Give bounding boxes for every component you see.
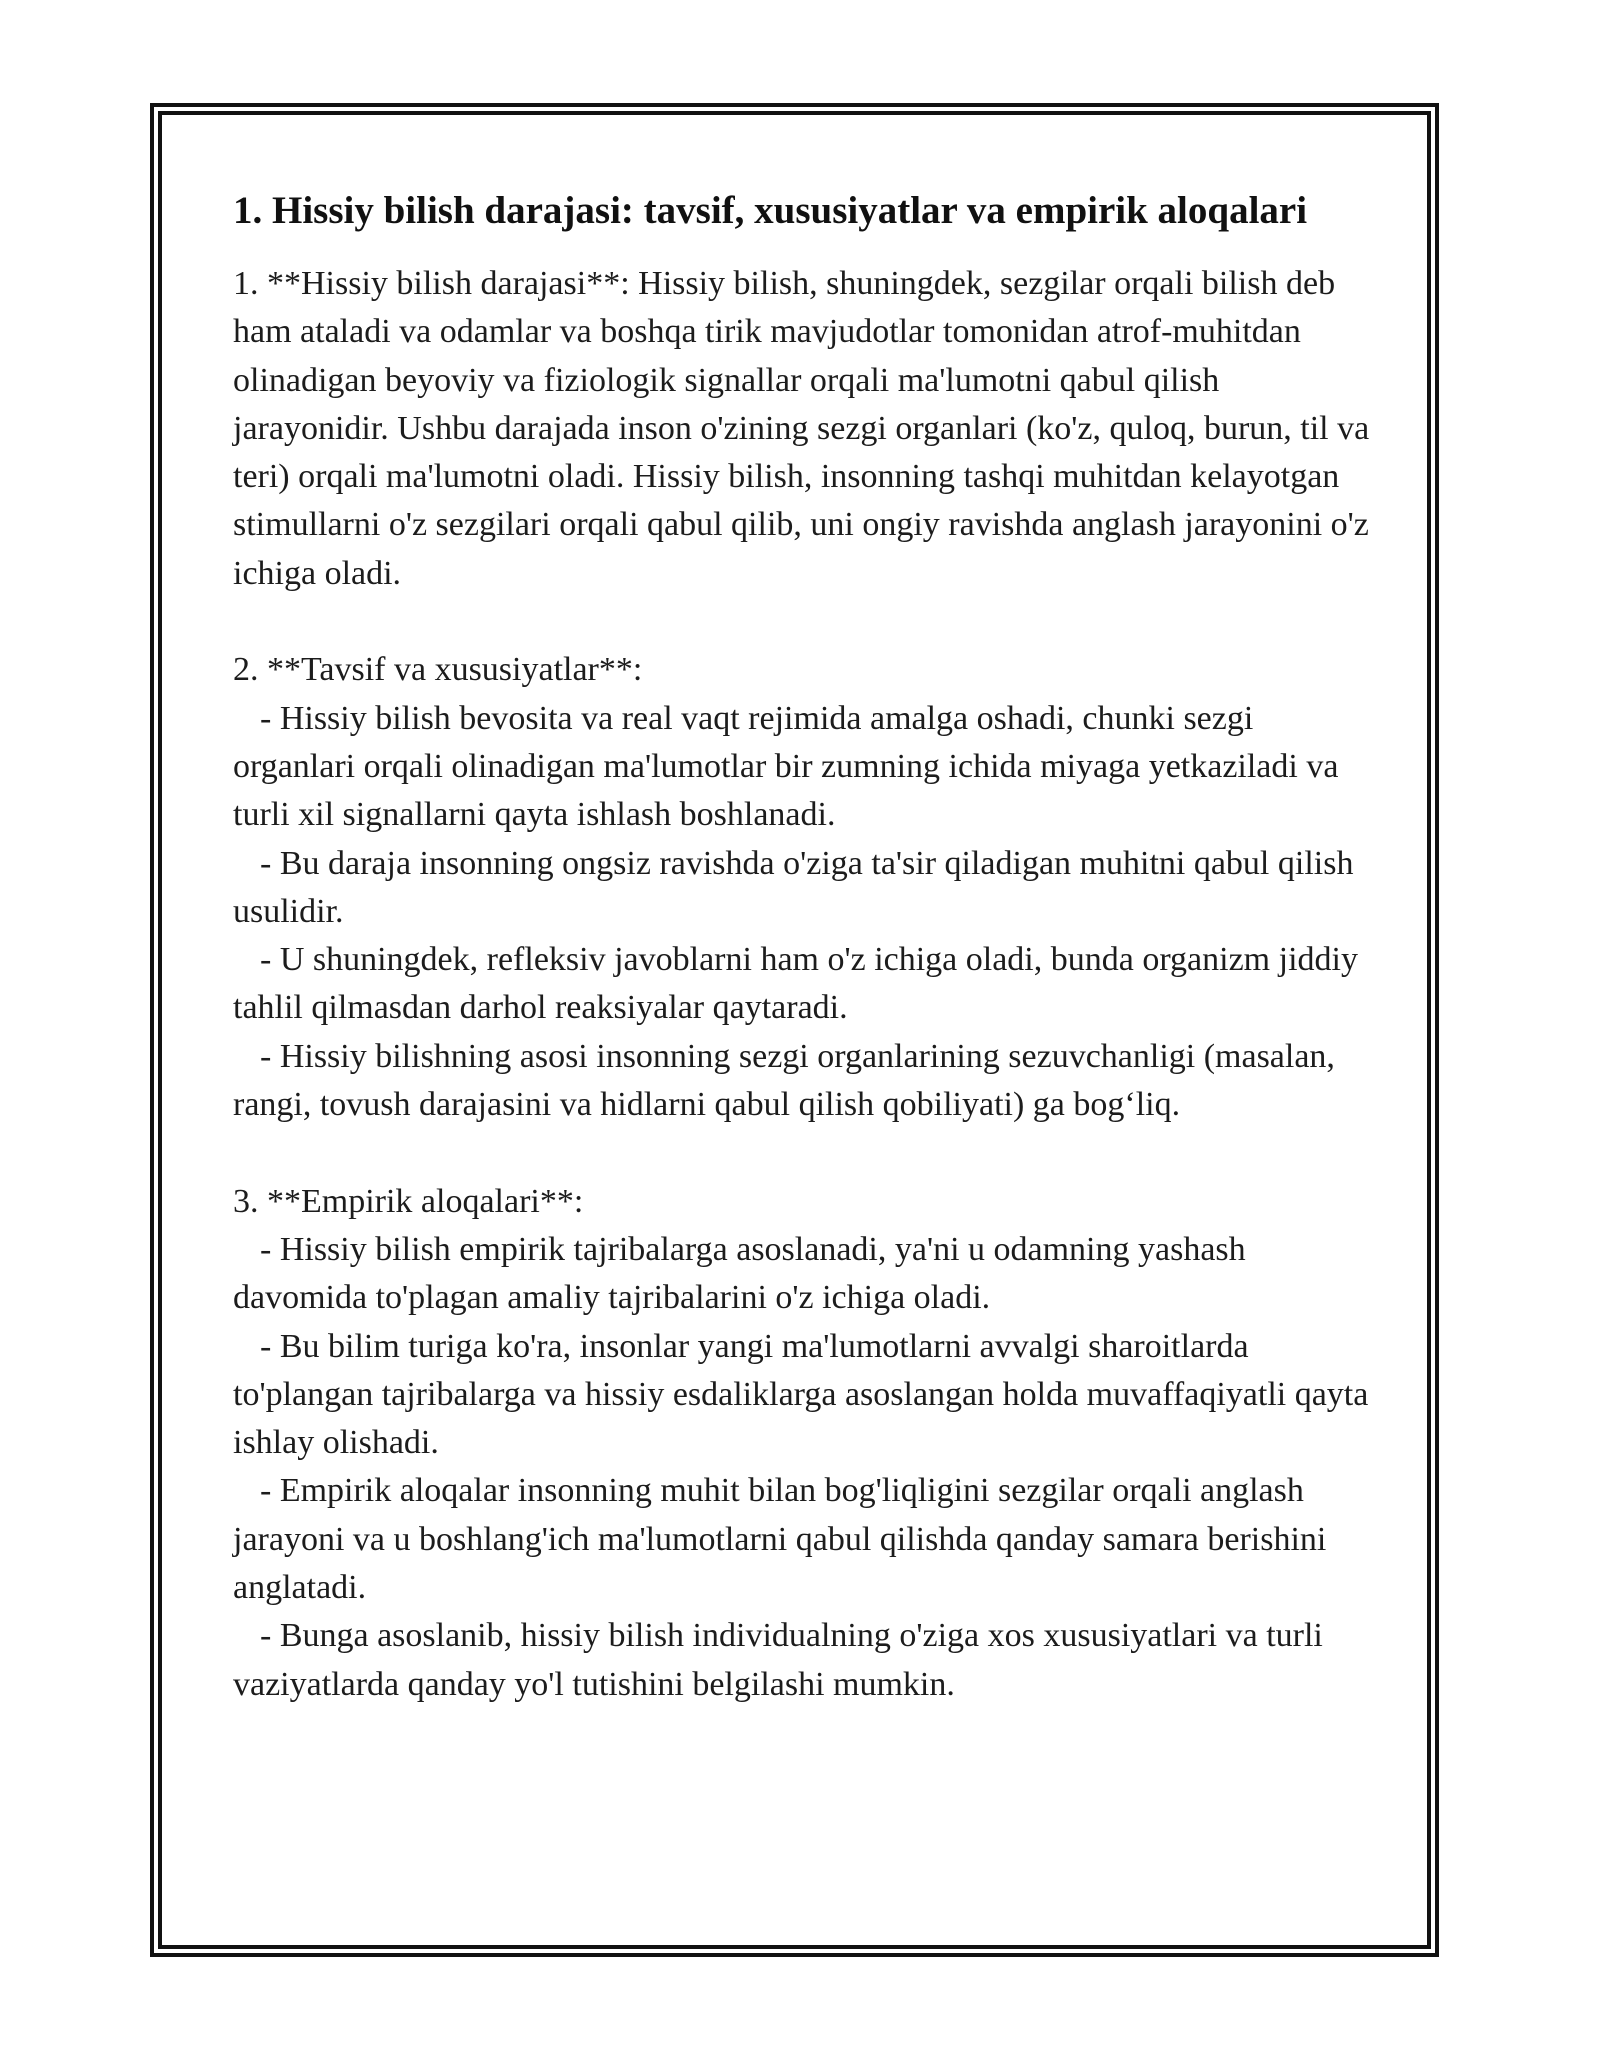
section-2-bullet-3: - U shuningdek, refleksiv javoblarni ham o'z ichiga oladi, bunda organizm jiddiy tahlil qilmasdan darhol reaksiyalar qaytaradi.	[233, 941, 1358, 1027]
section-3-bullet-4: - Bunga asoslanib, hissiy bilish individualning o'ziga xos xususiyatlari va turli vaziyatlarda qanday yo'l tutishini belgilashi mumkin.	[233, 1617, 1323, 1703]
section-2-bullet-2: - Bu daraja insonning ongsiz ravishda o'ziga ta'sir qiladigan muhitni qabul qilish usulidir.	[233, 844, 1354, 930]
document-title: 1. Hissiy bilish darajasi: tavsif, xususiyatlar va empirik aloqalari	[233, 189, 1308, 232]
section-2-heading: 2. **Tavsif va xususiyatlar**:	[233, 651, 643, 689]
section-2-bullet-4: - Hissiy bilishning asosi insonning sezgi organlarining sezuvchanligi (masalan, rangi, tovush darajasini va hidlarni qabul qilish qobiliyati) ga bog‘liq.	[233, 1037, 1335, 1124]
section-2-bullet-1: - Hissiy bilish bevosita va real vaqt rejimida amalga oshadi, chunki sezgi organlari orqali olinadigan ma'lumotlar bir zumning ichida miyaga yetkaziladi va turli xil signallarni qayta ishlash boshlanadi.	[233, 699, 1339, 834]
document-content	[233, 183, 1373, 1709]
section-1-paragraph: 1. **Hissiy bilish darajasi**: Hissiy bilish, shuningdek, sezgilar orqali bilish deb ham ataladi va odamlar va boshqa tirik mavjudotlar tomonidan atrof-muhitdan olinadigan beyoviy va fiziologik signallar orqali ma'lumotni qabul qilish jarayonidir. Ushbu darajada inson o'zining sezgi organlari (ko'z, quloq, burun, til va teri) orqali ma'lumotni oladi. Hissiy bilish, insonning tashqi muhitdan kelayotgan stimullarni o'z sezgilari orqali qabul qilib, uni ongiy ravishda anglash jarayonini o'z ichiga oladi.	[233, 265, 1370, 592]
paragraph-gap	[233, 598, 1373, 646]
paragraph-gap	[233, 1129, 1373, 1177]
section-3-bullet-2: - Bu bilim turiga ko'ra, insonlar yangi ma'lumotlarni avvalgi sharoitlarda to'plangan tajribalarga va hissiy esdaliklarga asoslangan holda muvaffaqiyatli qayta ishlay olishadi.	[233, 1327, 1369, 1462]
section-3-bullet-3: - Empirik aloqalar insonning muhit bilan bog'liqligini sezgilar orqali anglash jarayoni va u boshlang'ich ma'lumotlarni qabul qilishda qanday samara berishini anglatadi.	[233, 1472, 1327, 1607]
document-body	[233, 260, 1373, 1709]
section-3-bullet-1: - Hissiy bilish empirik tajribalarga asoslanadi, ya'ni u odamning yashash davomida to'plagan amaliy tajribalarini o'z ichiga oladi.	[233, 1230, 1246, 1317]
section-3-heading: 3. **Empirik aloqalari**:	[233, 1182, 584, 1220]
